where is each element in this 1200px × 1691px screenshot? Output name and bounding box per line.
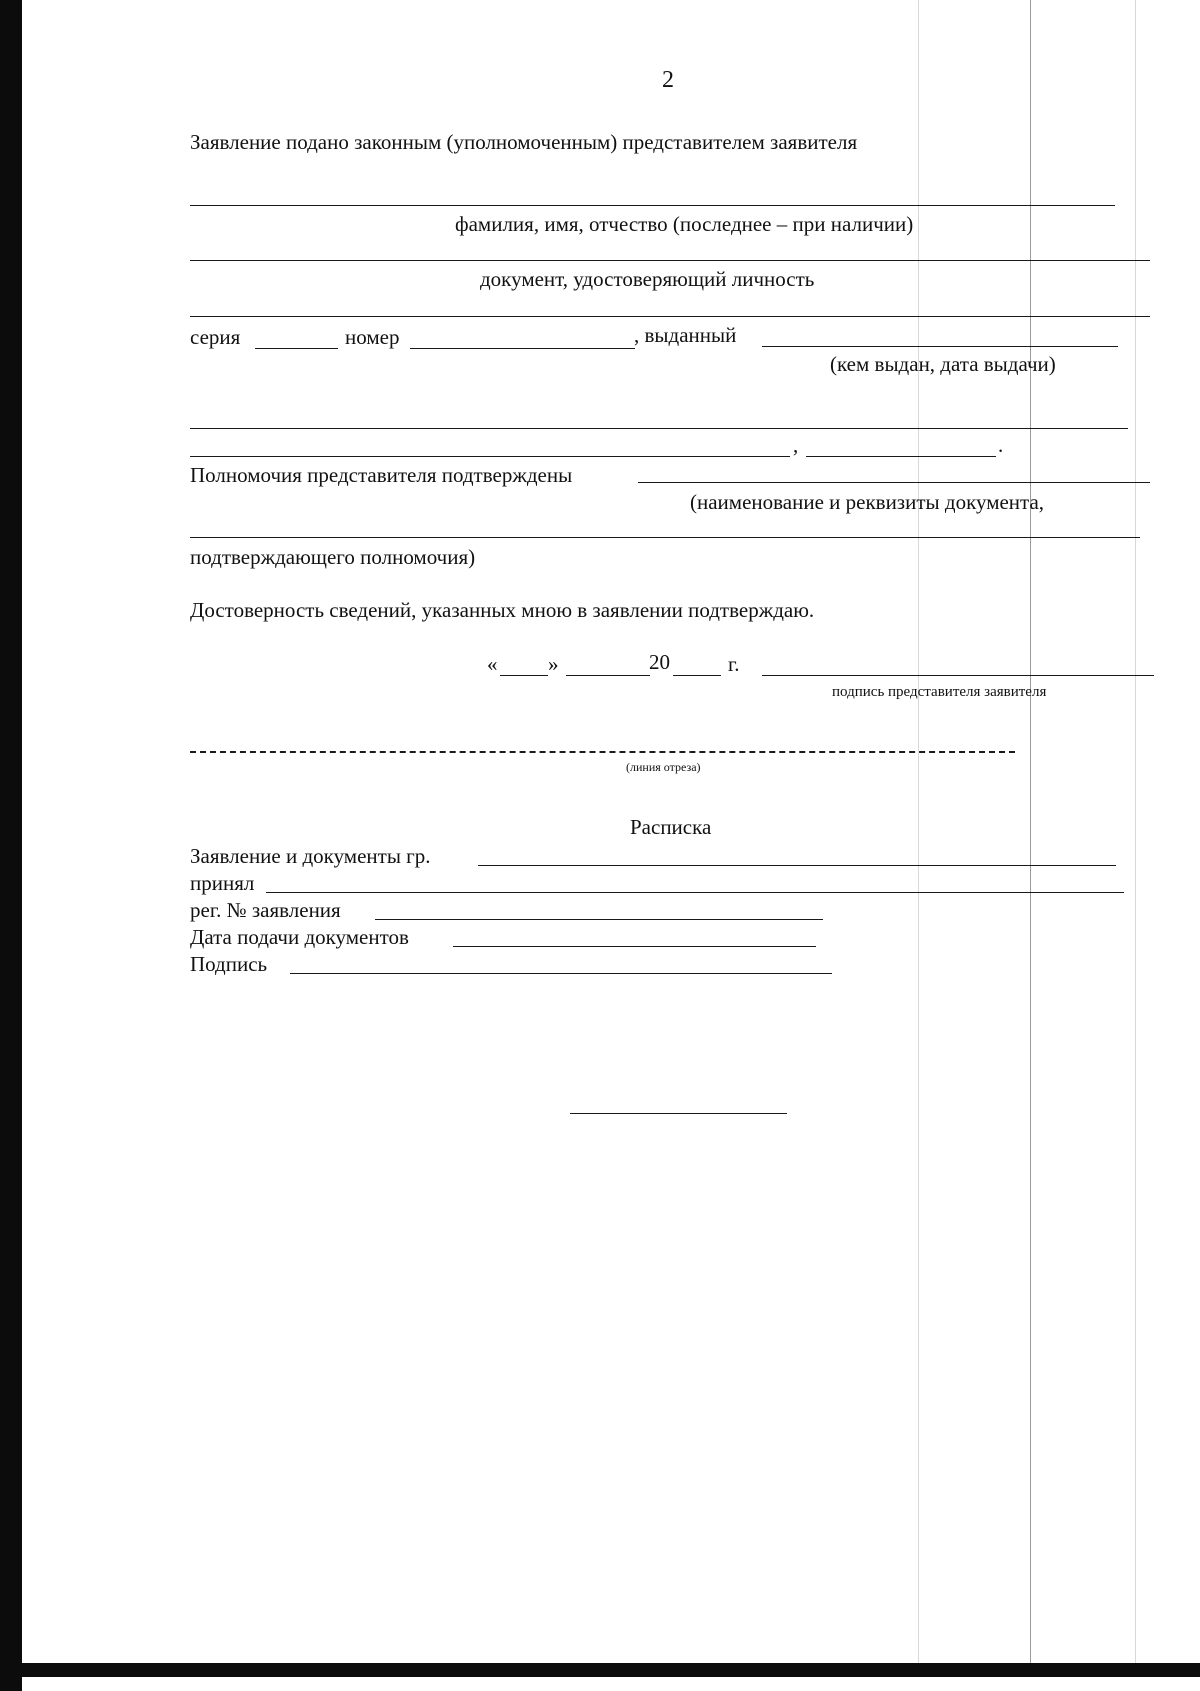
scan-fold-line-faint	[1135, 0, 1136, 1663]
scan-border-left	[0, 0, 22, 1691]
receipt-date-field-line[interactable]	[453, 946, 816, 947]
issued-label: , выданный	[634, 323, 737, 347]
authority-caption: (наименование и реквизиты документа,	[690, 490, 1045, 514]
comma-separator: ,	[793, 433, 799, 457]
date-day-field-line[interactable]	[500, 675, 548, 676]
number-field-line[interactable]	[410, 348, 635, 349]
date-year-field-line[interactable]	[673, 675, 721, 676]
date-century: 20	[649, 650, 670, 674]
scan-border-bottom	[22, 1663, 1200, 1677]
representative-signature-caption: подпись представителя заявителя	[832, 684, 1047, 700]
issued-caption: (кем выдан, дата выдачи)	[830, 352, 1056, 376]
cut-line-caption: (линия отреза)	[626, 760, 701, 774]
receipt-docs-label: Заявление и документы гр.	[190, 844, 431, 868]
issued-field-line[interactable]	[762, 346, 1118, 347]
date-month-field-line[interactable]	[566, 675, 650, 676]
id-document-field-line-2[interactable]	[190, 316, 1150, 317]
page-number: 2	[662, 67, 674, 93]
date-year-suffix: г.	[728, 652, 740, 676]
receipt-title: Расписка	[630, 815, 712, 839]
authority-caption-continued: подтверждающего полномочия)	[190, 545, 476, 569]
representative-signature-field-line[interactable]	[762, 675, 1154, 676]
authority-field-line[interactable]	[638, 482, 1150, 483]
fio-caption: фамилия, имя, отчество (последнее – при наличии)	[455, 212, 914, 236]
series-field-line[interactable]	[255, 348, 338, 349]
id-document-field-line[interactable]	[190, 260, 1150, 261]
closing-separator-line	[570, 1113, 787, 1114]
issued-field-line-2[interactable]	[190, 428, 1128, 429]
issued-field-line-3[interactable]	[190, 456, 790, 457]
receipt-date-label: Дата подачи документов	[190, 925, 409, 949]
date-close-quote: »	[548, 652, 559, 676]
fio-field-line[interactable]	[190, 205, 1115, 206]
authority-label: Полномочия представителя подтверждены	[190, 463, 573, 487]
authority-field-line-2[interactable]	[190, 537, 1140, 538]
receipt-accepted-label: принял	[190, 871, 255, 895]
receipt-reg-field-line[interactable]	[375, 919, 823, 920]
receipt-reg-label: рег. № заявления	[190, 898, 341, 922]
confirmation-statement: Достоверность сведений, указанных мною в заявлении подтверждаю.	[190, 598, 815, 622]
scan-fold-line-faint	[918, 0, 919, 1663]
receipt-accepted-field-line[interactable]	[266, 892, 1124, 893]
representative-intro: Заявление подано законным (уполномоченным) представителем заявителя	[190, 130, 858, 154]
receipt-docs-field-line[interactable]	[478, 865, 1116, 866]
id-document-caption: документ, удостоверяющий личность	[480, 267, 815, 291]
issue-date-field-line[interactable]	[806, 456, 996, 457]
receipt-signature-field-line[interactable]	[290, 973, 832, 974]
cut-line	[190, 751, 1015, 753]
period-mark: .	[998, 433, 1004, 457]
scan-fold-line	[1030, 0, 1031, 1663]
receipt-signature-label: Подпись	[190, 952, 268, 976]
series-label: серия	[190, 325, 241, 349]
date-open-quote: «	[487, 652, 498, 676]
number-label: номер	[345, 325, 400, 349]
